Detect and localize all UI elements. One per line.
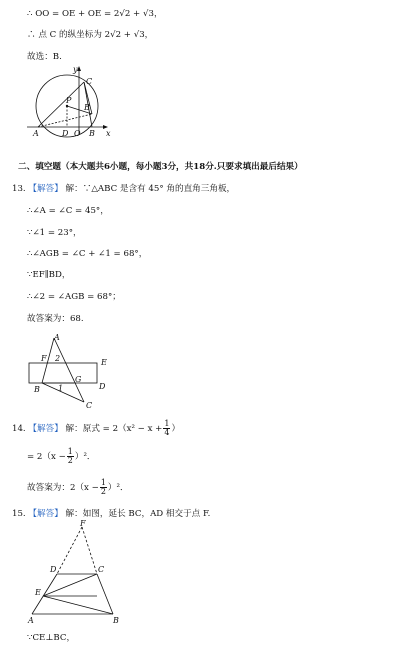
circle-axes-figure: [0, 60, 419, 160]
fig1-label-b: B: [89, 129, 95, 138]
q14-line-2-post: ）²．: [74, 452, 96, 462]
q14-line-2: [27, 448, 96, 466]
q14-line-1-post: ）: [171, 424, 181, 434]
q14-fraction-half-2: $\frac{1}{2}$: [100, 478, 106, 496]
q15-intro: 解：如图，延长 BC，AD 相交于点 F.: [65, 509, 211, 519]
q13-step-3: ∴∠AGB = ∠C + ∠1 = 68°，: [27, 249, 148, 259]
q13-answer-tag: 【解答】: [28, 184, 63, 194]
fig2-label-f: F: [41, 354, 47, 363]
fig1-label-p: P: [66, 96, 72, 105]
fig3-label-e: E: [35, 588, 41, 597]
q14-line-1: [12, 420, 180, 438]
fig2-label-e: E: [101, 358, 107, 367]
fig1-label-y: y: [73, 65, 78, 74]
q14-answer: [27, 479, 129, 497]
q13-intro-line: [12, 183, 235, 195]
section-heading: 二、填空题（本大题共6小题，每小题3分，共18分.只要求填出最后结果）: [18, 162, 303, 172]
q13-step-2: ∵∠1 = 23°，: [27, 228, 82, 238]
q13-number: 13.: [12, 184, 26, 194]
q15-last-line: ∵CE⊥BC，: [27, 633, 76, 643]
q13-step-4: ∵EF∥BD，: [27, 270, 71, 280]
fig1-label-x: x: [106, 129, 111, 138]
q14-answer-post: ）²．: [107, 483, 129, 493]
prev-solution-line-1: ∴ OO = OE + OE = 2√2 + √3，: [27, 9, 163, 19]
q15-intro-line: [12, 508, 210, 520]
fig1-label-c: C: [86, 77, 93, 86]
fig3-label-a: A: [28, 616, 34, 625]
fig1-label-o: O: [74, 129, 81, 138]
fig2-label-d: D: [99, 382, 106, 391]
q14-line-1-pre: 解：原式 = 2（x² − x +: [65, 424, 163, 434]
q13-intro: 解：∵△ABC 是含有 45° 角的直角三角板，: [65, 184, 236, 194]
q14-fraction-half-1: $\frac{1}{2}$: [67, 447, 73, 465]
fig3-label-f: F: [80, 519, 86, 528]
fig1-label-d: D: [62, 129, 69, 138]
fig2-label-g: G: [75, 375, 82, 384]
q15-answer-tag: 【解答】: [28, 509, 63, 519]
q15-number: 15.: [12, 509, 26, 519]
q14-answer-tag: 【解答】: [28, 424, 63, 434]
fig3-label-c: C: [98, 565, 105, 574]
q14-line-2-pre: = 2（x −: [27, 452, 66, 462]
fig1-label-b-upper: B: [84, 103, 90, 112]
prev-answer-line: 故选：B.: [27, 52, 62, 62]
fig2-label-b: B: [34, 385, 40, 394]
fig2-label-2: 2: [55, 354, 61, 363]
fig3-label-d: D: [50, 565, 57, 574]
trapezoid-figure: [0, 519, 419, 632]
q14-fraction-quarter: $\frac{1}{4}$: [164, 419, 170, 437]
ruler-triangle-figure: [0, 332, 419, 412]
q14-answer-pre: 故答案为：2（x −: [27, 483, 99, 493]
fig1-label-a: A: [33, 129, 39, 138]
q14-number: 14.: [12, 424, 26, 434]
fig2-label-1: 1: [58, 384, 64, 393]
q13-answer: 故答案为：68.: [27, 314, 84, 324]
fig3-label-b: B: [113, 616, 119, 625]
q13-step-5: ∴∠2 = ∠AGB = 68°；: [27, 292, 121, 302]
q13-step-1: ∴∠A = ∠C = 45°，: [27, 206, 109, 216]
fig2-label-a: A: [54, 333, 60, 342]
fig2-label-c: C: [86, 401, 93, 410]
prev-solution-line-2: ∴ 点 C 的纵坐标为 2√2 + √3，: [27, 30, 154, 40]
